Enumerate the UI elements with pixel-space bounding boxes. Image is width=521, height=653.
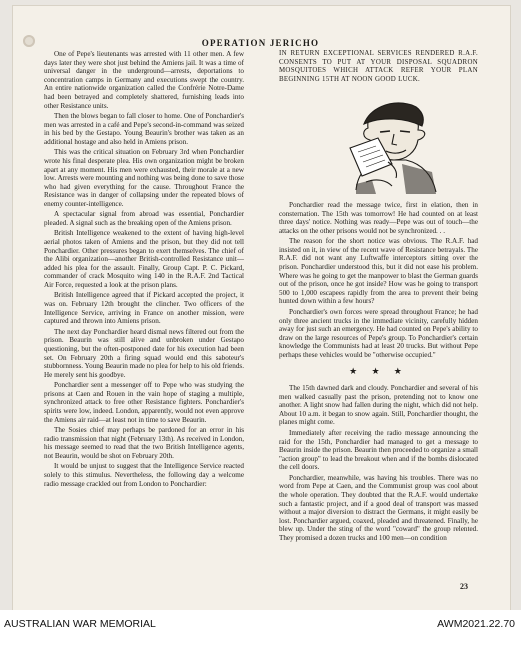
paragraph: Then the blows began to fall closer to home. One of Ponchardier's men was arrested in a café and Pepe's second-in-command was seized in his bed by the Gestapo. Young Beaurin's brother was taken as an additional hostage and also held in Amiens prison. [44,112,244,146]
archive-footer [0,610,521,653]
paragraph: The next day Ponchardier heard dismal news filtered out from the prison. Beaurin was still alive and unbroken under Gestapo questioning, but the often-postponed date for his execution had been set. On February 20th a firing squad would end this saboteur's stubbornness. Young Beaurin made no plea for help to his old friends. He merely sent his goodbye. [44,327,244,379]
paragraph: This was the critical situation on February 3rd when Ponchardier wrote his final desperate plea. His own organization might be broken apart at any moment. His men were exhausted, their morale at a new low. Arrests were mounting and nothing was being done to save those who had given everything for the cause. Throughout France the Resistance was in danger of collapsing under the repeated blows of enemy counter-intelligence. [44,148,244,208]
radio-message: IN RETURN EXCEPTIONAL SERVICES RENDERED R.A.F. CONSENTS TO PUT AT YOUR DISPOSAL SQUADRON MOSQUITOES WHICH ATTACK REFER YOUR PLAN BEGINNING 15TH AT NOON GOOD LUCK. [279,50,478,83]
paragraph: The reason for the short notice was obvious. The R.A.F. had insisted on it, in view of the recent wave of Resistance betrayals. The R.A.F. did not want any Luftwaffe interceptors sitting over the prison. Ponchardier understood this, but it did not ease his problem. Where was he going to get the manpower to blast the German guards out of the prison, once he got inside? How was he going to transport 500 to 1,000 escapees rapidly from the area to prevent their being hunted down within a few hours? [279,237,478,306]
paragraph: Immediately after receiving the radio message announcing the raid for the 15th, Ponchardier had managed to get a message to Beaurin inside the prison. Beaurin then proceeded to organize a small "action group" to lead the breakout when and if the bombs dislocated the cell doors. [279,428,478,472]
paragraph: British Intelligence weakened to the extent of having high-level aerial photos taken of Amiens and the prison, but they did not tell Ponchardier. Other pressures began to exert themselves. The chief of the Alibi organization—another British-controlled Resistance unit—added his plea for the assault. Finally, Group Capt. P. C. Pickard, commander of crack Mosquito wing 140 in the R.A.F. 2nd Tactical Air Force, requested a look at the prison plans. [44,229,244,289]
paragraph: A spectacular signal from abroad was essential, Ponchardier pleaded. A signal such as the breaking open of the Amiens prison. [44,210,244,227]
right-column [279,201,478,581]
paragraph: It would be unjust to suggest that the Intelligence Service reacted solely to this stimulus. Nevertheless, the following day a welcome radio message crackled out from London to Ponchardier: [44,462,244,488]
left-column [44,50,244,590]
paragraph: The Sosies chief may perhaps be pardoned for an error in his radio transmission that night (February 13th). As received in London, his message seemed to read that the two British Intelligence agents, not Beaurin, would be shot on February 20th. [44,426,244,460]
section-break-stars: ★ ★ ★ [349,366,408,377]
paragraph: British Intelligence agreed that if Pickard accepted the project, it was on. February 12th brought the clincher. Two officers of the Intelligence Service, arriving in France on another mission, were captured and thrown into Amiens prison. [44,291,244,326]
reference-number: AWM2021.22.70 [437,618,515,630]
running-header: OPERATION JERICHO [201,38,320,48]
man-reading-illustration [336,94,448,198]
paragraph: Ponchardier, meanwhile, was having his troubles. There was no word from Pepe at Caen, and the Communist group was cool about the whole operation. They doubted that the R.A.F. would undertake such a fantastic project, and if a good deal of transport was massed without a major diversion to distract the Germans, it might easily be lost. Ponchardier argued, coaxed, pleaded and threatened. Finally, he blew up. Under the sting of the word "coward" the group relented. They promised a dozen trucks and 100 men—on condition [279,473,478,542]
page-number: 23 [460,582,468,591]
institution-label: AUSTRALIAN WAR MEMORIAL [4,618,156,630]
paragraph: The 15th dawned dark and cloudy. Ponchardier and several of his men walked casually past the prison, pretending not to know one another. A light snow had fallen during the night, which did not help. About 10 a.m. it began to snow again. Still, Ponchardier thought, the planes might come. [279,384,478,427]
paragraph: Ponchardier's own forces were spread throughout France; he had only three ancient trucks in the immediate vicinity, carefully hidden away for just such an emergency. He had counted on Pepe's ability to draw on the large resources of Pepe's group. To Ponchardier's certain knowledge the Communists had at least 20 trucks. But without Pepe perhaps these vehicles would be "otherwise occupied." [279,307,478,359]
paragraph: One of Pepe's lieutenants was arrested with 11 other men. A few days later they were shot just behind the Amiens jail. It was a time of universal danger in the underground—arrests, deportations to concentration camps in Germany and executions swept the country. An entire nationwide organization called the Confrérie Notre-Dame had been betrayed and completely shattered, furnishing leads into other Resistance units. [44,50,244,110]
paragraph: Ponchardier read the message twice, first in elation, then in consternation. The 15th was tomorrow! He had counted on at least three days' notice. Nothing was ready—Pepe was out of touch—the attacks on the other prisons would not be synchronized. . . [279,201,478,235]
radio-message-block [279,50,478,86]
paragraph: Ponchardier sent a messenger off to Pepe who was studying the prisons at Caen and Rouen in the vain hope of staging a multiple, synchronized attack to free other Resistance fighters. Ponchardier's spirits were low, indeed. London, apparently, would not even approve the Amiens air raid—at least not in time to save Beaurin. [44,381,244,424]
